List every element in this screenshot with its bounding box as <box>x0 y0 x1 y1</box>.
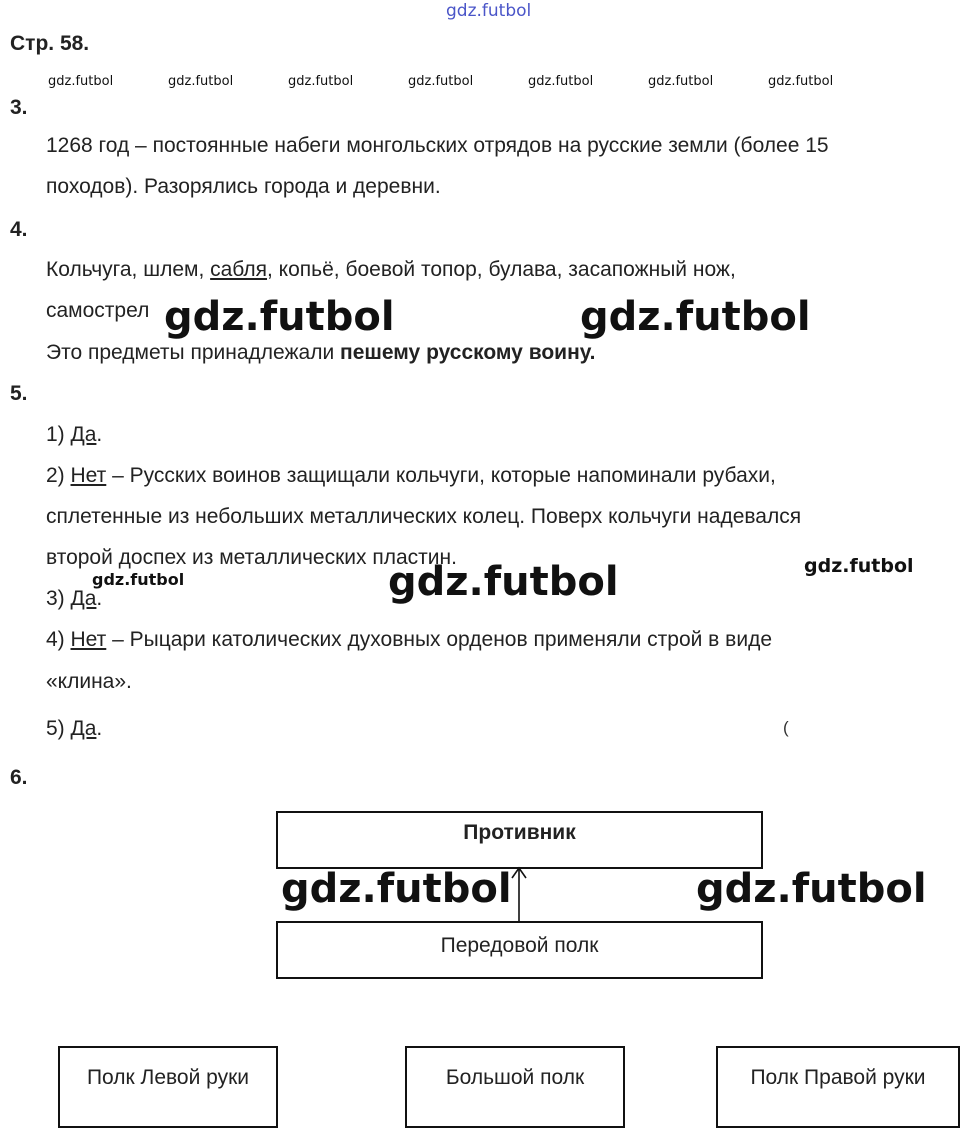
watermark-small: gdz.futbol <box>168 74 234 89</box>
watermark-large: gdz.futbol <box>281 866 512 912</box>
task3-line1: 1268 год – постоянные набеги монгольских отрядов на русские земли (более 15 <box>46 134 829 157</box>
task5-answer-3 <box>46 587 102 611</box>
answer-prefix: 4) <box>46 628 71 651</box>
answer-prefix: 2) <box>46 464 71 487</box>
page-title: Стр. 58. <box>10 32 90 55</box>
answer-word: Да <box>70 717 97 740</box>
answer-word: Да <box>70 423 97 446</box>
diagram-left-regiment-box <box>58 1046 278 1128</box>
answer-text: – Рыцари католических духовных орденов применяли строй в виде <box>106 628 772 651</box>
watermark-small: gdz.futbol <box>48 74 114 89</box>
task5-answer-4 <box>46 628 772 652</box>
watermark-large: gdz.futbol <box>580 294 811 340</box>
watermark-small: gdz.futbol <box>648 74 714 89</box>
task4-bold-answer: пешему русскому воину. <box>340 341 596 364</box>
watermark-small: gdz.futbol <box>408 74 474 89</box>
diagram-right-regiment-box <box>716 1046 960 1128</box>
answer-text: . <box>96 423 103 446</box>
diagram-enemy-box <box>276 811 763 869</box>
answer-text: – Русских воинов защищали кольчуги, которые напоминали рубахи, <box>106 464 776 487</box>
answer-prefix: 3) <box>46 587 71 610</box>
task4-text: Кольчуга, шлем, <box>46 258 211 281</box>
watermark-large: gdz.futbol <box>696 866 927 912</box>
task5-number: 5. <box>10 382 28 405</box>
watermark-medium: gdz.futbol <box>92 570 185 589</box>
watermark-small: gdz.futbol <box>288 74 354 89</box>
diagram-vanguard-label: Передовой полк <box>440 934 599 957</box>
task5-answer-2-cont2: второй доспех из металлических пластин. <box>46 546 457 569</box>
diagram-center-regiment-box <box>405 1046 625 1128</box>
answer-prefix: 5) <box>46 717 71 740</box>
task5-answer-1 <box>46 423 102 447</box>
watermark-large: gdz.futbol <box>164 294 395 340</box>
watermark-small: gdz.futbol <box>768 74 834 89</box>
task4-line2: самострел <box>46 299 150 322</box>
diagram-center-label: Большой полк <box>445 1066 585 1089</box>
task5-answer-2-cont1: сплетенные из небольших металлических колец. Поверх кольчуги надевался <box>46 505 802 528</box>
task3-number: 3. <box>10 96 28 119</box>
task3-line2: походов). Разорялись города и деревни. <box>46 175 441 198</box>
stray-mark: ( <box>783 718 789 737</box>
task4-text: , копьё, боевой топор, булава, засапожный нож, <box>267 258 736 281</box>
task6-number: 6. <box>10 766 28 789</box>
answer-word: Нет <box>70 628 107 651</box>
task5-answer-5 <box>46 717 102 741</box>
diagram-vanguard-box <box>276 921 763 979</box>
task4-text: Это предметы принадлежали <box>46 341 341 364</box>
task4-number: 4. <box>10 218 28 241</box>
task5-answer-4-cont: «клина». <box>46 670 132 693</box>
watermark-large: gdz.futbol <box>388 559 619 605</box>
task4-line1 <box>46 258 736 282</box>
watermark-small: gdz.futbol <box>528 74 594 89</box>
answer-word: Да <box>70 587 97 610</box>
answer-text: . <box>96 717 103 740</box>
answer-word: Нет <box>70 464 107 487</box>
diagram-right-label: Полк Правой руки <box>750 1066 926 1089</box>
diagram-left-label: Полк Левой руки <box>86 1066 250 1089</box>
watermark-top: gdz.futbol <box>446 1 532 21</box>
task4-underlined-word: сабля <box>210 258 268 281</box>
watermark-medium: gdz.futbol <box>804 555 914 577</box>
answer-text: . <box>96 587 103 610</box>
task5-answer-2 <box>46 464 776 488</box>
answer-prefix: 1) <box>46 423 71 446</box>
task4-line3 <box>46 341 595 365</box>
diagram-enemy-label: Противник <box>463 821 576 844</box>
